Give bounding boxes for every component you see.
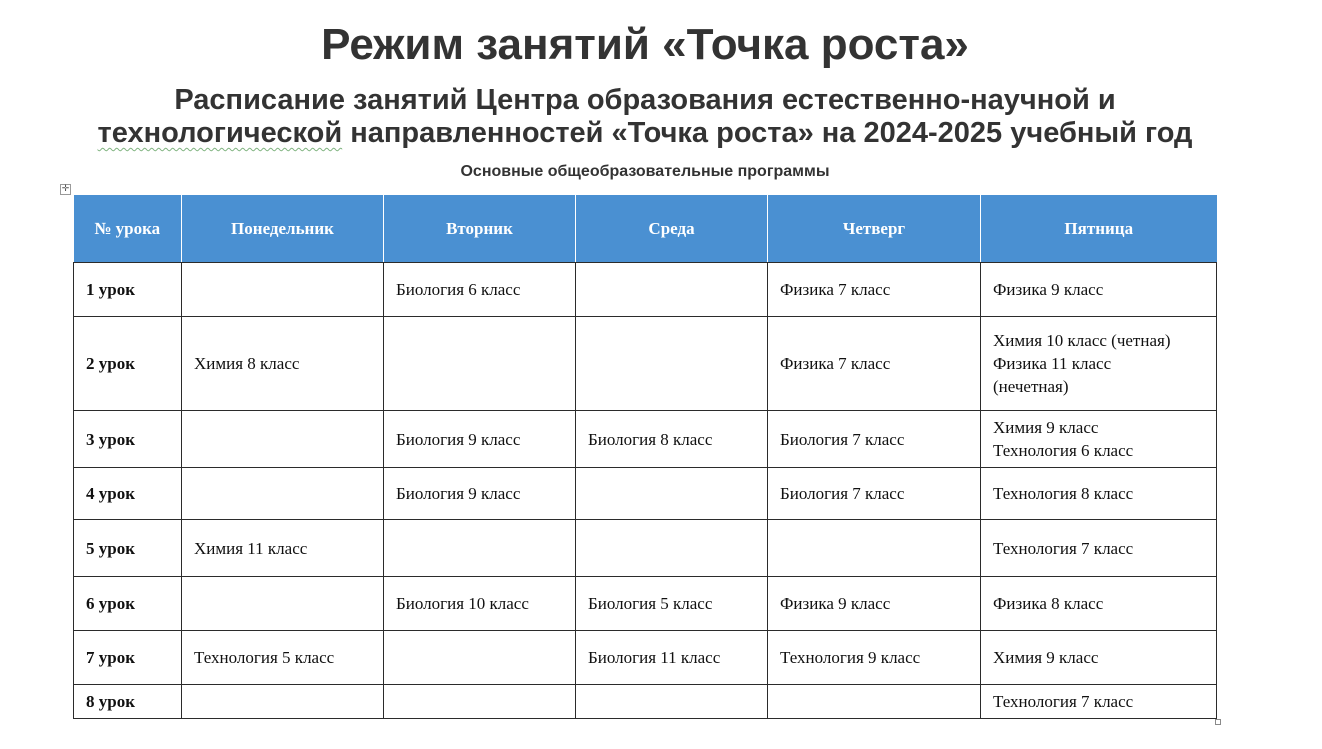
monday-cell[interactable] <box>182 411 384 468</box>
tuesday-cell[interactable] <box>384 685 576 719</box>
tuesday-cell[interactable] <box>384 520 576 577</box>
lesson-number-cell[interactable]: 4 урок <box>74 468 182 520</box>
thursday-cell[interactable]: Физика 7 класс <box>768 263 981 317</box>
wednesday-cell[interactable] <box>576 317 768 411</box>
tuesday-cell[interactable]: Биология 6 класс <box>384 263 576 317</box>
header-monday: Понедельник <box>182 195 384 263</box>
monday-cell[interactable] <box>182 577 384 631</box>
table-row <box>74 317 1217 411</box>
header-thursday: Четверг <box>768 195 981 263</box>
table-row <box>74 263 1217 317</box>
table-caption: Основные общеобразовательные программы <box>460 163 830 180</box>
lesson-number-cell[interactable]: 3 урок <box>74 411 182 468</box>
tuesday-cell[interactable] <box>384 631 576 685</box>
lesson-number-cell[interactable]: 5 урок <box>74 520 182 577</box>
friday-cell[interactable]: Технология 7 класс <box>981 520 1217 577</box>
header-tuesday: Вторник <box>384 195 576 263</box>
thursday-cell[interactable]: Биология 7 класс <box>768 411 981 468</box>
tuesday-cell[interactable]: Биология 9 класс <box>384 411 576 468</box>
thursday-cell[interactable]: Биология 7 класс <box>768 468 981 520</box>
wednesday-cell[interactable] <box>576 468 768 520</box>
move-arrows-icon[interactable]: ✛ <box>61 184 70 194</box>
friday-cell[interactable]: Физика 8 класс <box>981 577 1217 631</box>
lesson-number-cell[interactable]: 6 урок <box>74 577 182 631</box>
page-title: Режим занятий «Точка роста» <box>321 20 969 69</box>
subtitle-line-2-rest: направленностей «Точка роста» на 2024-2025 учебный год <box>342 117 1193 149</box>
thursday-cell[interactable] <box>768 685 981 719</box>
table-row <box>74 520 1217 577</box>
monday-cell[interactable] <box>182 263 384 317</box>
wednesday-cell[interactable]: Биология 5 класс <box>576 577 768 631</box>
table-row <box>74 468 1217 520</box>
subtitle-line-2 <box>0 117 1290 150</box>
friday-cell[interactable]: Химия 10 класс (четная) Физика 11 класс (нечетная) <box>981 317 1217 411</box>
lesson-number-cell[interactable]: 1 урок <box>74 263 182 317</box>
thursday-cell[interactable] <box>768 520 981 577</box>
friday-cell[interactable]: Технология 8 класс <box>981 468 1217 520</box>
table-row <box>74 631 1217 685</box>
monday-cell[interactable] <box>182 685 384 719</box>
table-header-row <box>74 195 1217 263</box>
friday-cell[interactable]: Химия 9 класс Технология 6 класс <box>981 411 1217 468</box>
thursday-cell[interactable]: Физика 9 класс <box>768 577 981 631</box>
header-lesson-number: № урока <box>74 195 182 263</box>
monday-cell[interactable] <box>182 468 384 520</box>
tuesday-cell[interactable]: Биология 9 класс <box>384 468 576 520</box>
friday-cell[interactable]: Физика 9 класс <box>981 263 1217 317</box>
subtitle-line-1: Расписание занятий Центра образования естественно-научной и <box>174 84 1116 116</box>
monday-cell[interactable]: Химия 8 класс <box>182 317 384 411</box>
lesson-number-cell[interactable]: 7 урок <box>74 631 182 685</box>
lesson-number-cell[interactable]: 8 урок <box>74 685 182 719</box>
thursday-cell[interactable]: Технология 9 класс <box>768 631 981 685</box>
table-row <box>74 685 1217 719</box>
monday-cell[interactable]: Технология 5 класс <box>182 631 384 685</box>
friday-cell[interactable]: Технология 7 класс <box>981 685 1217 719</box>
page-subtitle <box>0 84 1290 150</box>
table-row <box>74 411 1217 468</box>
wednesday-cell[interactable] <box>576 263 768 317</box>
wednesday-cell[interactable] <box>576 520 768 577</box>
monday-cell[interactable]: Химия 11 класс <box>182 520 384 577</box>
header-wednesday: Среда <box>576 195 768 263</box>
header-friday: Пятница <box>981 195 1217 263</box>
spellcheck-flagged-word[interactable]: технологической <box>97 117 343 149</box>
lesson-number-cell[interactable]: 2 урок <box>74 317 182 411</box>
tuesday-cell[interactable]: Биология 10 класс <box>384 577 576 631</box>
tuesday-cell[interactable] <box>384 317 576 411</box>
table-row <box>74 577 1217 631</box>
friday-cell[interactable]: Химия 9 класс <box>981 631 1217 685</box>
schedule-table <box>73 195 1217 719</box>
wednesday-cell[interactable]: Биология 11 класс <box>576 631 768 685</box>
wednesday-cell[interactable]: Биология 8 класс <box>576 411 768 468</box>
wednesday-cell[interactable] <box>576 685 768 719</box>
thursday-cell[interactable]: Физика 7 класс <box>768 317 981 411</box>
resize-handle-icon[interactable] <box>1215 719 1221 725</box>
